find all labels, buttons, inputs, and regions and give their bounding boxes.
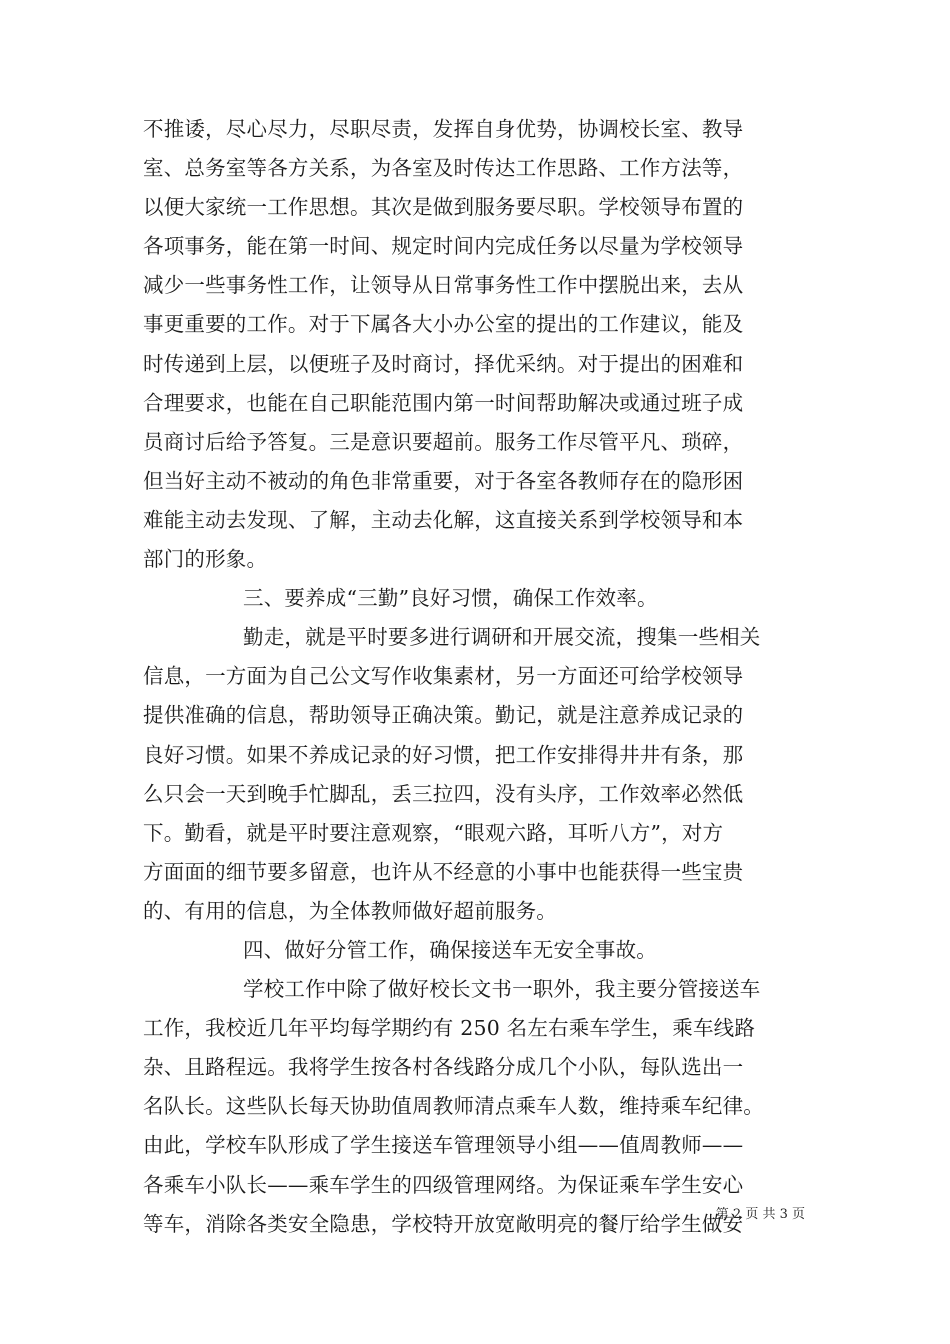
text-line: 但当好主动不被动的角色非常重要，对于各室各教师存在的隐形困 xyxy=(143,468,744,493)
paragraph xyxy=(143,110,833,579)
section-heading xyxy=(143,931,833,970)
text-line: 以便大家统一工作思想。其次是做到服务要尽职。学校领导布置的 xyxy=(143,195,744,220)
text-line: 等车，消除各类安全隐患，学校特开放宽敞明亮的餐厅给学生做安 xyxy=(143,1211,744,1236)
text-line: 减少一些事务性工作，让领导从日常事务性工作中摆脱出来，去从 xyxy=(143,273,744,298)
paragraph xyxy=(143,618,833,931)
section-heading-text: 三、要养成“三勤”良好习惯，确保工作效率。 xyxy=(243,586,658,611)
text-line: 工作，我校近几年平均每学期约有 250 名左右乘车学生，乘车线路 xyxy=(143,1016,756,1041)
text-line: 的、有用的信息，为全体教师做好超前服务。 xyxy=(143,898,557,923)
page-number: 第 2 页 共 3 页 xyxy=(715,1207,805,1222)
text-line: 合理要求，也能在自己职能范围内第一时间帮助解决或通过班子成 xyxy=(143,390,744,415)
text-line: 勤走，就是平时要多进行调研和开展交流，搜集一些相关 xyxy=(243,625,761,650)
text-line: 提供准确的信息，帮助领导正确决策。勤记，就是注意养成记录的 xyxy=(143,703,744,728)
section-heading-text: 四、做好分管工作，确保接送车无安全事故。 xyxy=(243,937,657,962)
text-line: 学校工作中除了做好校长文书一职外，我主要分管接送车 xyxy=(243,977,761,1002)
text-line: 良好习惯。如果不养成记录的好习惯，把工作安排得井井有条，那 xyxy=(143,742,744,767)
text-line: 员商讨后给予答复。三是意识要超前。服务工作尽管平凡、琐碎， xyxy=(143,429,744,454)
text-line: 名队长。这些队长每天协助值周教师清点乘车人数，维持乘车纪律。 xyxy=(143,1094,764,1119)
text-line: 方面面的细节要多留意，也许从不经意的小事中也能获得一些宝贵 xyxy=(143,859,744,884)
text-line: 不推诿，尽心尽力，尽职尽责，发挥自身优势，协调校长室、教导 xyxy=(143,117,744,141)
text-line: 杂、且路程远。我将学生按各村各线路分成几个小队，每队选出一 xyxy=(143,1055,744,1080)
text-line: 时传递到上层，以便班子及时商讨，择优采纳。对于提出的困难和 xyxy=(143,351,744,376)
text-line: 信息，一方面为自己公文写作收集素材，另一方面还可给学校领导 xyxy=(143,664,744,689)
text-line: 各项事务，能在第一时间、规定时间内完成任务以尽量为学校领导 xyxy=(143,234,744,259)
document-body xyxy=(143,110,833,1244)
text-line: 由此，学校车队形成了学生接送车管理领导小组——值周教师—— xyxy=(143,1133,744,1158)
text-line: 事更重要的工作。对于下属各大小办公室的提出的工作建议，能及 xyxy=(143,312,744,337)
text-line: 么只会一天到晚手忙脚乱，丢三拉四，没有头序，工作效率必然低 xyxy=(143,781,744,806)
section-heading xyxy=(143,579,833,618)
text-line: 难能主动去发现、了解，主动去化解，这直接关系到学校领导和本 xyxy=(143,507,744,532)
text-line: 下。勤看，就是平时要注意观察，“眼观六路，耳听八方”，对方 xyxy=(143,820,724,845)
text-line: 各乘车小队长——乘车学生的四级管理网络。为保证乘车学生安心 xyxy=(143,1172,744,1197)
text-line: 部门的形象。 xyxy=(143,547,268,572)
text-line: 室、总务室等各方关系，为各室及时传达工作思路、工作方法等， xyxy=(143,156,744,181)
